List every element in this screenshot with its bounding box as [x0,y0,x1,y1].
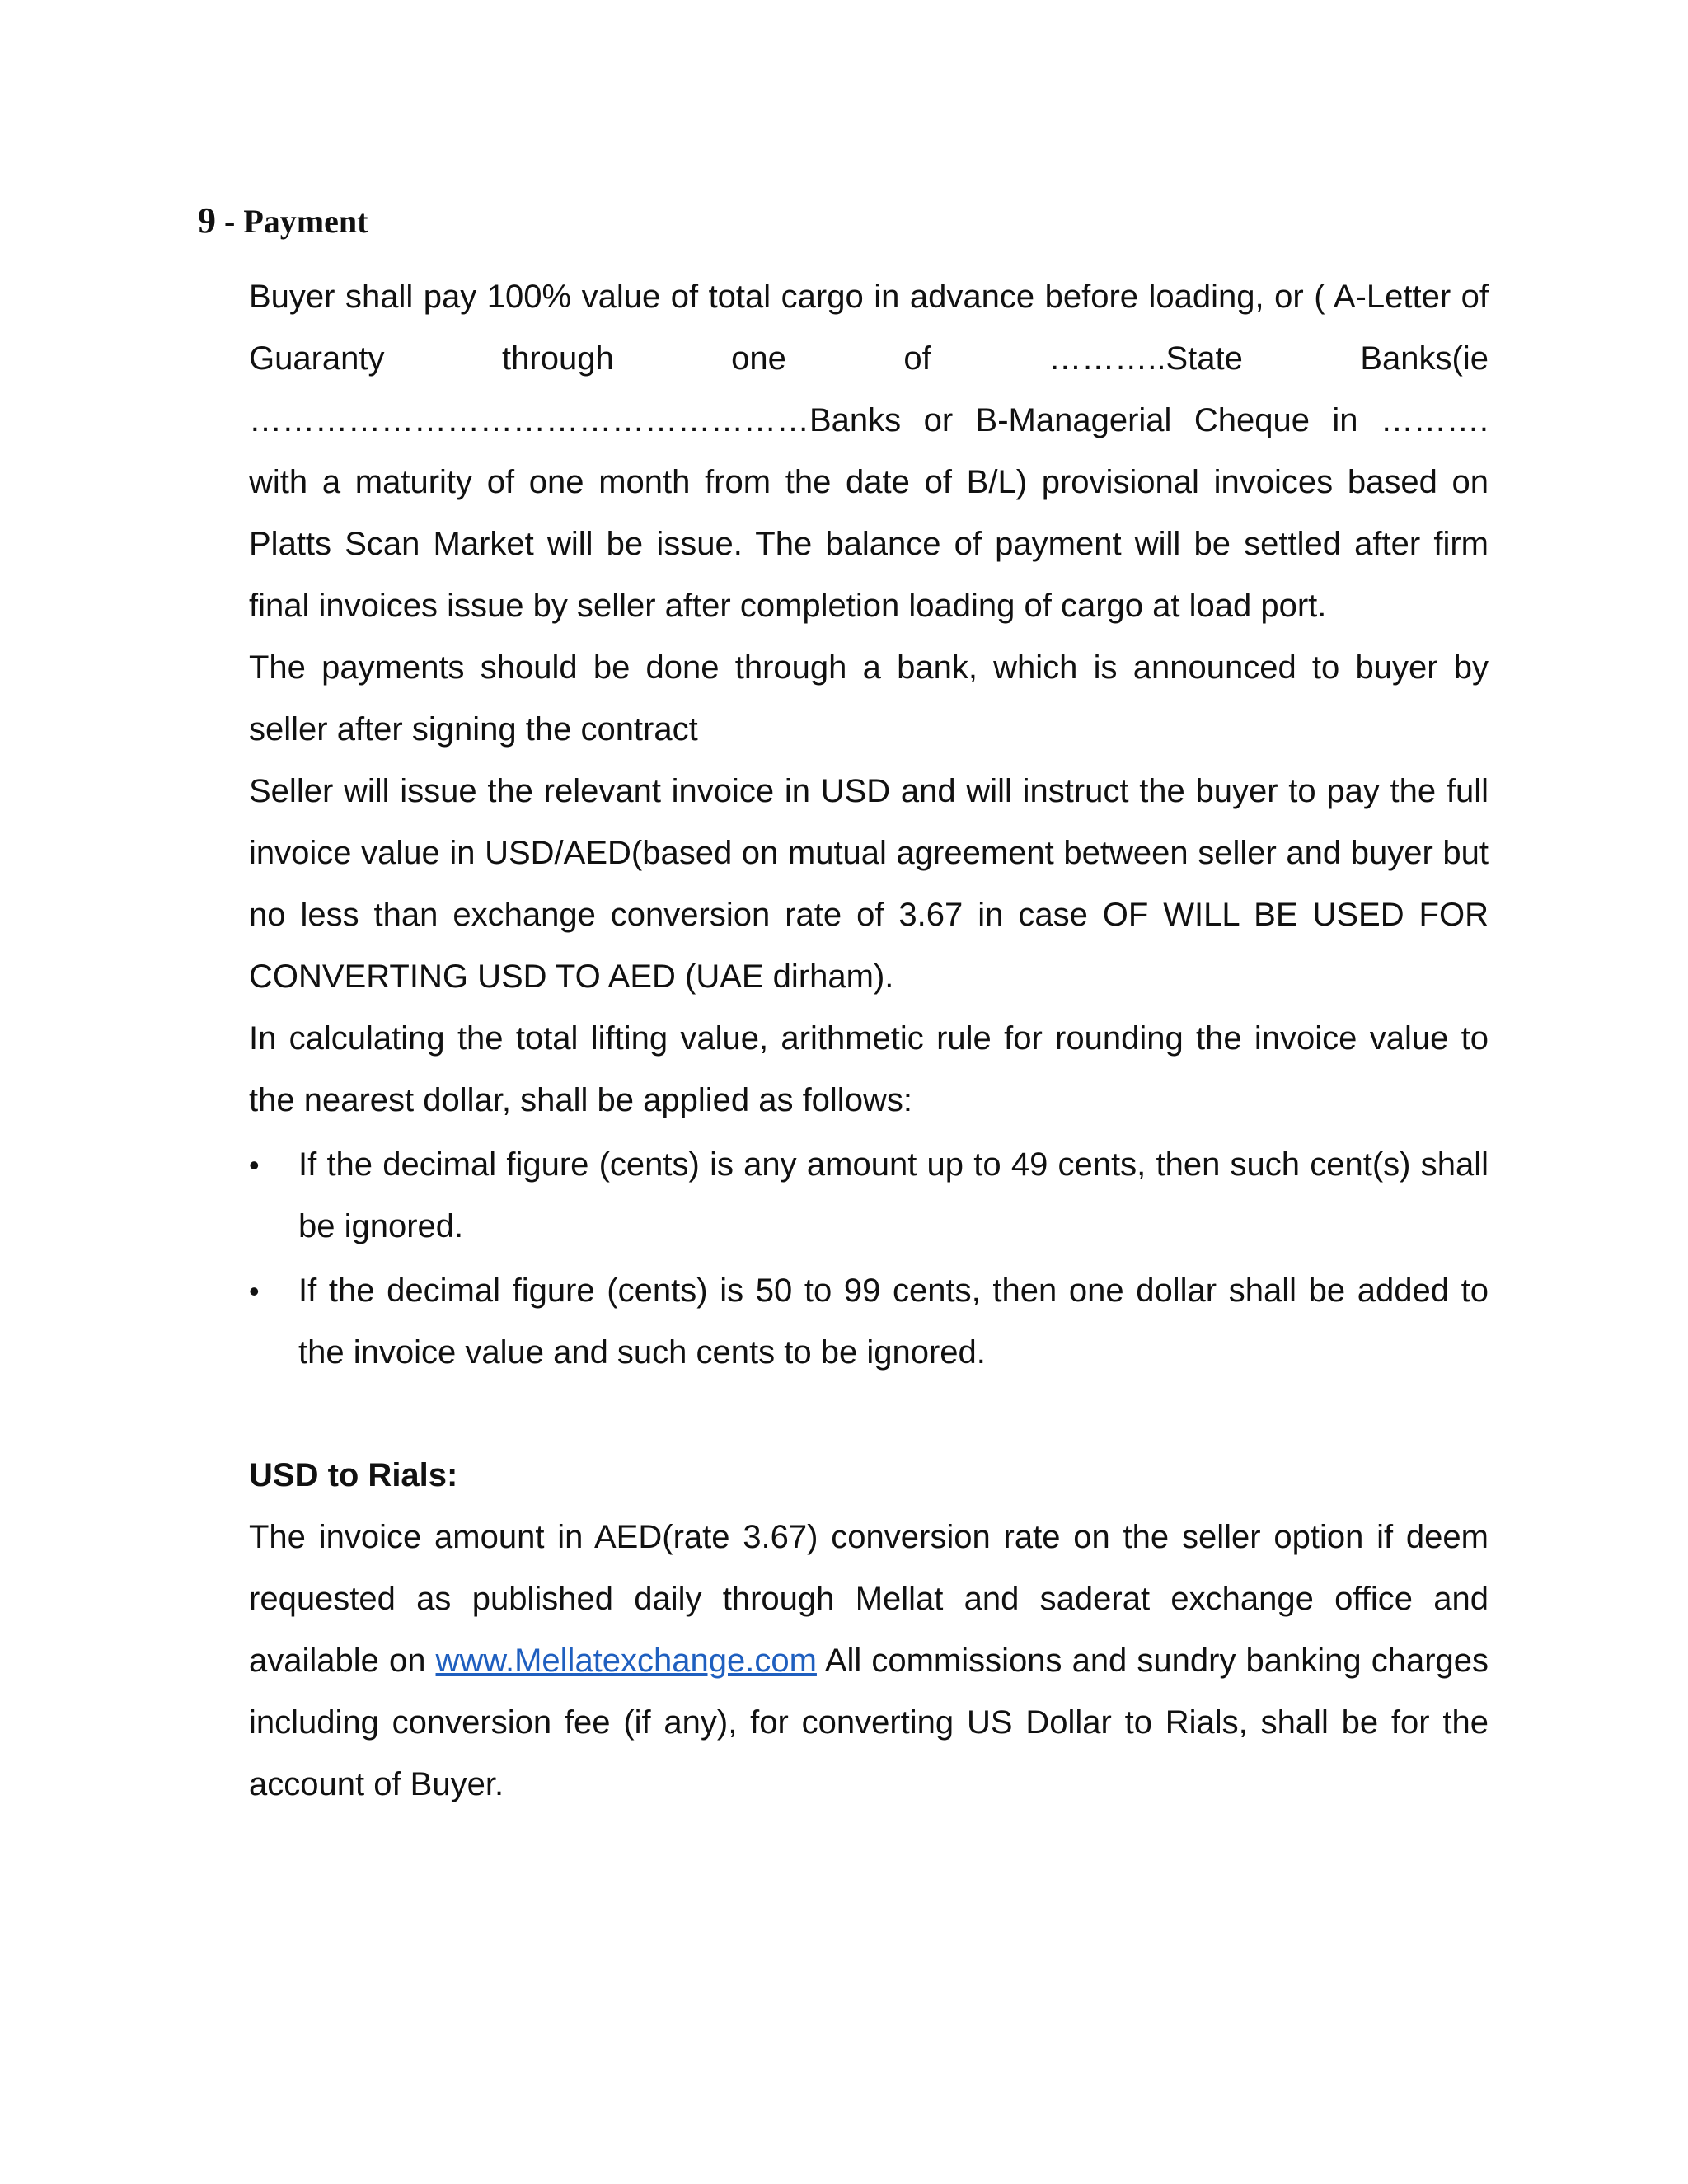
section-heading [198,196,368,246]
bullet-text: If the decimal figure (cents) is any amount up to 49 cents, then such cent(s) shall be ignored. [298,1146,1489,1244]
section-separator: - [216,203,244,240]
section-body [249,266,1489,1816]
section-title: Payment [243,203,368,240]
rounding-rules-list [249,1134,1489,1384]
usd-to-rials-paragraph [249,1507,1489,1816]
payment-terms-paragraph: Buyer shall pay 100% value of total cargo in advance before loading, or ( A-Letter of Guaranty through one of ………..State Banks(ie ……………………………………………Banks or B-Managerial Cheque in ………. with a maturity of one month from the date of B/L) provisional invoices based on Platts Scan Market will be issue. The balance of payment will be settled after firm final invoices issue by seller after completion loading of cargo at load port. [249,279,1489,624]
list-item [249,1134,1489,1258]
mellat-exchange-link[interactable]: www.Mellatexchange.com [435,1643,817,1679]
usd-to-rials-heading: USD to Rials: [249,1457,458,1493]
bullet-icon: • [249,1274,260,1308]
list-item [249,1260,1489,1384]
section-spacer [249,1384,1489,1445]
rounding-rule-paragraph: In calculating the total lifting value, arithmetic rule for rounding the invoice value to the nearest dollar, shall be applied as follows: [249,1020,1489,1118]
rials-text-before-link: The invoice amount in AED(rate 3.67) conversion rate on the seller option if deem requested as published daily through Mellat and saderat exchange office and available on [249,1519,1489,1679]
section-number: 9 [198,200,216,241]
invoice-currency-paragraph: Seller will issue the relevant invoice in USD and will instruct the buyer to pay the full invoice value in USD/AED(based on mutual agreement between seller and buyer but no less than exchange conversion rate of 3.67 in case OF WILL BE USED FOR CONVERTING USD TO AED (UAE dirham). [249,773,1489,995]
bullet-icon: • [249,1148,260,1182]
bullet-text: If the decimal figure (cents) is 50 to 99 cents, then one dollar shall be added to the invoice value and such cents to be ignored. [298,1272,1489,1371]
rials-text-after-link: All commissions and sundry banking charges including conversion fee (if any), for converting US Dollar to Rials, shall be for the account of Buyer. [249,1643,1489,1802]
bank-announcement-paragraph: The payments should be done through a bank, which is announced to buyer by seller after signing the contract [249,649,1489,748]
